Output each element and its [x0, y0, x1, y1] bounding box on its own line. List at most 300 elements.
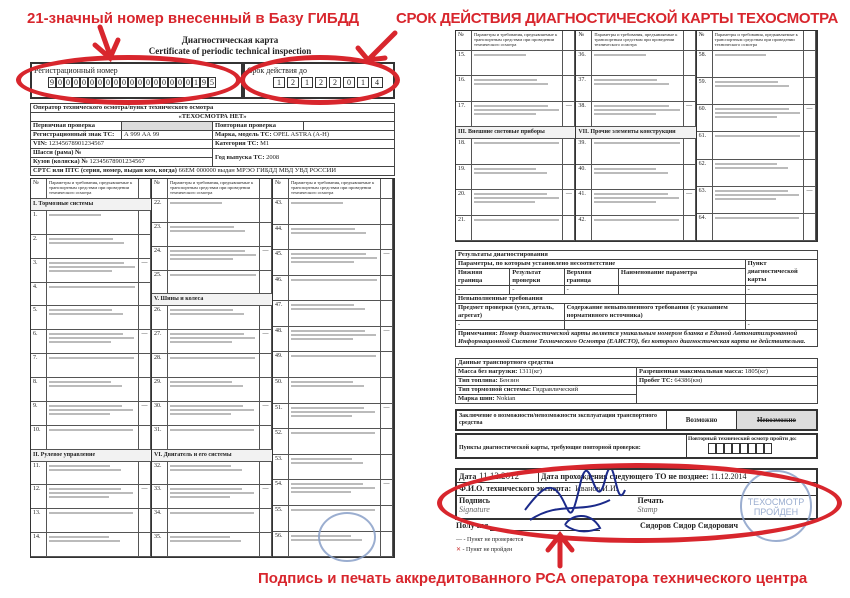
row-number: 36.	[576, 51, 592, 75]
row-number: 3.	[31, 259, 47, 282]
table-row	[273, 301, 393, 327]
stamp-icon: ТЕХОСМОТР ПРОЙДЕН	[740, 470, 812, 542]
digit-box: 0	[66, 78, 70, 87]
table-row	[152, 223, 272, 247]
table-row	[152, 402, 272, 426]
row-number: 15.	[456, 51, 472, 75]
row-mark	[804, 51, 816, 77]
tire-label: Марка шин:	[458, 395, 495, 402]
row-number: 39.	[576, 139, 592, 163]
col-no-header: №	[152, 179, 168, 198]
conclusion-impossible: Невозможно	[736, 411, 816, 429]
table-row	[697, 132, 816, 159]
table-column	[152, 179, 273, 557]
col-no-header: №	[697, 31, 713, 50]
row-mark: —	[381, 480, 393, 505]
row-number: 64.	[697, 214, 713, 240]
table-column	[697, 31, 817, 241]
table-row	[576, 76, 695, 101]
brake-type-value: Гидравлический	[532, 386, 579, 393]
digit-box: 0	[122, 78, 126, 87]
table-row	[152, 462, 272, 486]
row-number: 62.	[697, 160, 713, 186]
table-row	[31, 306, 151, 330]
digit-box: 2	[329, 77, 341, 88]
fuel-label: Тип топлива:	[458, 377, 498, 384]
digit-box: 0	[162, 78, 166, 87]
table-row	[273, 429, 393, 455]
mileage-value: 64386(км)	[674, 377, 703, 384]
row-number: 21.	[456, 216, 472, 240]
row-mark	[260, 426, 272, 449]
pts-value: 66ЕМ 000000 выдан МРЭО ГИБДД МВД УВД РОССИИ	[178, 167, 337, 174]
digit-box: 0	[170, 78, 174, 87]
table-column	[31, 179, 152, 557]
table-row	[31, 485, 151, 509]
digit-box: 0	[138, 78, 142, 87]
row-mark: —	[684, 190, 696, 214]
tire-value: Nokian	[496, 395, 516, 402]
row-number: 58.	[697, 51, 713, 77]
row-mark	[563, 139, 575, 163]
year-value: 2008	[266, 153, 280, 161]
section-heading: VI. Двигатель и его системы	[152, 450, 272, 462]
pts-label: СРТС или ПТС (серия, номер, выдан кем, когда)	[33, 167, 177, 174]
body-value: 12345678901234567	[89, 158, 145, 165]
row-number: 27.	[152, 330, 168, 353]
row-mark	[684, 216, 696, 240]
table-row	[273, 199, 393, 225]
row-number: 8.	[31, 378, 47, 401]
row-mark	[804, 160, 816, 186]
table-row	[31, 259, 151, 283]
table-row	[152, 378, 272, 402]
row-number: 4.	[31, 283, 47, 306]
table-row	[152, 247, 272, 271]
row-number: 14.	[31, 533, 47, 556]
row-number: 34.	[152, 509, 168, 532]
col-desc-header: Параметры и требования, предъявляемые к транспортным средствам при проведении технического осмотра	[713, 31, 804, 50]
row-mark: —	[684, 102, 696, 126]
legend-failed: - Пункт не пройден	[462, 547, 513, 553]
highlight-signature	[437, 463, 842, 543]
row-mark	[260, 271, 272, 294]
table-row	[152, 354, 272, 378]
results-result: Результат проверки	[510, 269, 564, 286]
row-number: 33.	[152, 485, 168, 508]
row-number: 1.	[31, 211, 47, 234]
row-number: 40.	[576, 165, 592, 189]
vin-label: VIN:	[33, 140, 48, 147]
row-mark	[381, 199, 393, 224]
table-row	[697, 187, 816, 214]
results-params: Параметры, по которым установлено несоответствие	[456, 260, 746, 269]
section-heading: I. Тормозные системы	[31, 199, 151, 211]
col-desc-header: Параметры и требования, предъявляемые к транспортным средствам при проведении технического осмотра	[472, 31, 563, 50]
table-row	[31, 354, 151, 378]
mass-value: 1311(кг)	[519, 368, 542, 375]
expert-label: Ф.И.О. технического эксперта:	[459, 484, 572, 493]
col-no-header: №	[273, 179, 289, 198]
row-mark	[381, 455, 393, 480]
table-row	[576, 102, 695, 127]
table-row	[697, 78, 816, 105]
highlight-reg-number	[16, 55, 241, 105]
row-mark	[684, 139, 696, 163]
table-row	[273, 480, 393, 506]
row-mark	[139, 211, 151, 234]
table-row	[576, 139, 695, 164]
table-row	[31, 462, 151, 486]
row-mark: —	[260, 247, 272, 270]
row-number: 9.	[31, 402, 47, 425]
vehicle-data-section	[455, 358, 818, 404]
row-mark: —	[563, 190, 575, 214]
annotation-reg-number: 21-значный номер внесенный в Базу ГИБДД	[27, 10, 360, 27]
doc-title: Диагностическая карта	[181, 35, 279, 45]
table-row	[273, 250, 393, 276]
table-row	[697, 51, 816, 78]
table-row	[31, 283, 151, 307]
max-mass-value: 1805(кг)	[744, 368, 769, 375]
row-number: 46.	[273, 276, 289, 301]
unmet-subject: Предмет проверки (узел, деталь, агрегат)	[456, 304, 565, 321]
digit-box: 1	[273, 77, 285, 88]
section-heading: II. Рулевое управление	[31, 450, 151, 462]
row-mark	[139, 426, 151, 449]
col-no-header: №	[456, 31, 472, 50]
table-row	[697, 160, 816, 187]
digit-box: 0	[146, 78, 150, 87]
plate-label: Регистрационный знак ТС:	[31, 131, 122, 140]
row-mark: —	[260, 402, 272, 425]
row-number: 10.	[31, 426, 47, 449]
body-label: Кузов (коляска) №	[33, 158, 88, 165]
table-row	[273, 225, 393, 251]
recheck-until-label: Повторный технический осмотр пройти до:	[688, 436, 797, 442]
row-mark	[260, 306, 272, 329]
table-row	[152, 426, 272, 450]
row-mark: —	[139, 259, 151, 282]
row-mark	[684, 165, 696, 189]
row-mark	[563, 51, 575, 75]
operator-name: «ТЕХОСМОТРА НЕТ»	[31, 113, 395, 122]
chassis-label: Шасси (рама) №	[31, 149, 213, 158]
digit-box: 1	[194, 78, 198, 87]
row-mark	[260, 199, 272, 222]
highlight-validity	[240, 55, 400, 105]
table-row	[31, 330, 151, 354]
row-number: 2.	[31, 235, 47, 258]
results-section: Результаты диагностирования Параметры, по которым установлено несоответствие Пункт диагностической карты Нижняя граница Результат проверки Верхняя граница Наименование параметра - - - - Невыполненные требования Предмет проверки (узел, деталь, агрегат) Содержание невыполненного требования (с указанием нормативного источника) - - Примечания: Номер диагностической карты является уникальным номером бланка в Единой Автоматизированной Информационной Системе Технического Осмотра (ЕАИСТО), без которого диагностическая карта не действительна.	[455, 250, 818, 347]
row-mark: —	[804, 105, 816, 131]
row-number: 17.	[456, 102, 472, 126]
row-mark: —	[260, 330, 272, 353]
row-number: 50.	[273, 378, 289, 403]
signature-label-en: Signature	[459, 505, 490, 514]
primary-check: Первичная проверка	[31, 122, 122, 131]
row-number: 45.	[273, 250, 289, 275]
row-number: 49.	[273, 352, 289, 377]
table-row	[576, 165, 695, 190]
row-mark	[563, 76, 575, 100]
row-number: 63.	[697, 187, 713, 213]
cross-icon: ✕	[456, 547, 462, 553]
row-number: 43.	[273, 199, 289, 224]
digit-box: 9	[50, 78, 54, 87]
results-title: Результаты диагностирования	[456, 251, 818, 260]
table-column	[273, 179, 394, 557]
row-number: 47.	[273, 301, 289, 326]
table-row	[456, 165, 575, 190]
row-number: 32.	[152, 462, 168, 485]
row-mark	[139, 462, 151, 485]
row-number: 26.	[152, 306, 168, 329]
row-mark	[381, 506, 393, 531]
row-number: 42.	[576, 216, 592, 240]
digit-box: 0	[114, 78, 118, 87]
stamp-icon-left	[318, 512, 376, 562]
section-heading: III. Внешние световые приборы	[456, 127, 575, 139]
col-desc-header: Параметры и требования, предъявляемые к транспортным средствам при проведении технического осмотра	[168, 179, 260, 198]
table-row	[31, 402, 151, 426]
table-row	[273, 276, 393, 302]
row-mark	[139, 354, 151, 377]
row-number: 5.	[31, 306, 47, 329]
digit-box: 2	[287, 77, 299, 88]
repeat-check: Повторная проверка	[213, 122, 304, 131]
row-number: 41.	[576, 190, 592, 214]
row-number: 29.	[152, 378, 168, 401]
category-value: M1	[260, 140, 270, 147]
row-mark: —	[563, 102, 575, 126]
row-mark	[684, 51, 696, 75]
table-row	[152, 199, 272, 223]
row-mark: —	[804, 187, 816, 213]
row-mark: —	[260, 485, 272, 508]
mileage-label: Пробег ТС:	[639, 377, 673, 384]
row-mark	[563, 216, 575, 240]
table-row	[152, 330, 272, 354]
row-number: 56.	[273, 532, 289, 557]
row-mark	[381, 301, 393, 326]
digit-box: 5	[210, 78, 214, 87]
table-column	[456, 31, 576, 241]
results-point: Пункт диагностической карты	[745, 260, 817, 286]
row-mark: —	[139, 402, 151, 425]
unmet-content: Содержание невыполненного требования (с указанием нормативного источника)	[564, 304, 745, 321]
conclusion-possible: Возможно	[666, 411, 736, 429]
row-mark	[381, 225, 393, 250]
row-mark: —	[381, 250, 393, 275]
row-number: 23.	[152, 223, 168, 246]
row-mark	[381, 276, 393, 301]
dash-icon: —	[456, 537, 462, 543]
row-number: 44.	[273, 225, 289, 250]
table-row	[273, 327, 393, 353]
vehicle-data-title: Данные транспортного средства	[456, 359, 818, 368]
digit-box: 0	[58, 78, 62, 87]
col-desc-header: Параметры и требования, предъявляемые к транспортным средствам при проведении технического осмотра	[47, 179, 139, 198]
legend-not-checked: - Пункт не проверяется	[463, 537, 524, 543]
row-mark	[260, 223, 272, 246]
unmet-title: Невыполненные требования	[456, 295, 746, 304]
row-number: 28.	[152, 354, 168, 377]
row-number: 7.	[31, 354, 47, 377]
col-desc-header: Параметры и требования, предъявляемые к транспортным средствам при проведении технического осмотра	[289, 179, 381, 198]
digit-box: 0	[90, 78, 94, 87]
table-row	[697, 105, 816, 132]
row-number: 35.	[152, 533, 168, 556]
row-mark	[381, 352, 393, 377]
row-number: 25.	[152, 271, 168, 294]
digit-box: 0	[82, 78, 86, 87]
table-row	[576, 51, 695, 76]
results-lower: Нижняя граница	[456, 269, 510, 286]
row-mark: —	[139, 485, 151, 508]
vehicle-info	[30, 103, 395, 176]
plate-value: А 999 АА 99	[122, 131, 213, 140]
row-mark	[260, 378, 272, 401]
row-mark	[260, 462, 272, 485]
row-number: 60.	[697, 105, 713, 131]
row-number: 53.	[273, 455, 289, 480]
table-row	[456, 51, 575, 76]
row-number: 6.	[31, 330, 47, 353]
vin-value: 12345678901234567	[48, 140, 104, 147]
digit-box: 4	[371, 77, 383, 88]
row-mark	[563, 165, 575, 189]
row-mark	[804, 78, 816, 104]
table-row	[273, 352, 393, 378]
row-number: 20.	[456, 190, 472, 214]
row-number: 22.	[152, 199, 168, 222]
row-mark	[804, 214, 816, 240]
digit-box: 0	[98, 78, 102, 87]
next-to-label: Дата прохождения следующего ТО не позднее:	[541, 472, 709, 481]
row-number: 61.	[697, 132, 713, 158]
row-number: 24.	[152, 247, 168, 270]
row-number: 16.	[456, 76, 472, 100]
date-label: Дата	[459, 472, 477, 481]
row-number: 54.	[273, 480, 289, 505]
doc-subtitle: Certificate of periodic technical inspection	[148, 46, 312, 56]
row-number: 51.	[273, 404, 289, 429]
results-name: Наименование параметра	[618, 269, 745, 286]
conclusion-section	[455, 409, 818, 431]
row-number: 55.	[273, 506, 289, 531]
table-row	[152, 509, 272, 533]
row-number: 19.	[456, 165, 472, 189]
row-number: 31.	[152, 426, 168, 449]
row-mark	[381, 378, 393, 403]
row-mark	[381, 429, 393, 454]
mass-label: Масса без нагрузки:	[458, 368, 518, 375]
table-row	[456, 102, 575, 127]
row-mark: —	[381, 404, 393, 429]
annotation-validity: СРОК ДЕЙСТВИЯ ДИАГНОСТИЧЕСКОЙ КАРТЫ ТЕХОСМОТРА	[396, 10, 839, 27]
validity-label: Срок действия до	[247, 66, 307, 75]
row-mark	[260, 533, 272, 556]
date-value: 11.12.2012	[479, 470, 539, 482]
table-row	[576, 216, 695, 241]
table-row	[31, 509, 151, 533]
model-value: OPEL ASTRA (A-H)	[273, 131, 329, 138]
table-row	[456, 190, 575, 215]
section-heading: VII. Прочие элементы конструкции	[576, 127, 695, 139]
table-column	[576, 31, 696, 241]
requirements-table-right	[455, 30, 818, 242]
digit-box: 2	[315, 77, 327, 88]
results-upper: Верхняя граница	[564, 269, 618, 286]
col-desc-header: Параметры и требования, предъявляемые к транспортным средствам при проведении технического осмотра	[592, 31, 683, 50]
fuel-value: Бензин	[499, 377, 519, 384]
row-number: 30.	[152, 402, 168, 425]
recheck-label: Пункты диагностической карты, требующие повторной проверки:	[459, 445, 641, 451]
table-row	[31, 211, 151, 235]
row-mark	[139, 378, 151, 401]
stamp-label-en: Stamp	[637, 505, 658, 514]
digit-box: 1	[357, 77, 369, 88]
row-mark	[260, 509, 272, 532]
row-mark	[684, 76, 696, 100]
table-row	[273, 378, 393, 404]
table-row	[456, 216, 575, 241]
table-row	[152, 533, 272, 557]
annotation-signature: Подпись и печать аккредитованного РСА оператора технического центра	[258, 570, 808, 587]
digit-box: 0	[343, 77, 355, 88]
row-number: 13.	[31, 509, 47, 532]
row-number: 37.	[576, 76, 592, 100]
note-label: Примечания:	[458, 330, 498, 337]
note-text: Номер диагностической карты является уникальным номером бланка в Единой Автоматизированной Информационной Системе Технического Осмотра (ЕАИСТО), без которого диагностическая карта не действительна.	[458, 330, 806, 345]
recheck-section	[455, 433, 818, 459]
digit-box: 0	[186, 78, 190, 87]
received-name: Сидоров Сидор Сидорович	[640, 521, 739, 530]
year-label: Год выпуска ТС:	[215, 153, 265, 161]
row-number: 48.	[273, 327, 289, 352]
recheck-date-boxes	[708, 443, 815, 454]
signature-label: Подпись	[459, 496, 491, 505]
section-heading: V. Шины и колеса	[152, 294, 272, 306]
table-row	[31, 426, 151, 450]
digit-box: 1	[301, 77, 313, 88]
table-row	[31, 533, 151, 557]
table-row	[152, 485, 272, 509]
row-mark	[139, 235, 151, 258]
requirements-table-left	[30, 178, 395, 558]
table-row	[31, 378, 151, 402]
row-number: 59.	[697, 78, 713, 104]
stamp-label: Печать	[637, 496, 664, 505]
row-mark	[804, 132, 816, 158]
row-number: 38.	[576, 102, 592, 126]
digit-box: 9	[202, 78, 206, 87]
row-mark: —	[139, 330, 151, 353]
brake-type-label: Тип тормозной системы:	[458, 386, 531, 393]
table-row	[697, 214, 816, 241]
digit-box: 0	[106, 78, 110, 87]
table-row	[273, 404, 393, 430]
row-mark	[139, 509, 151, 532]
table-row	[576, 190, 695, 215]
reg-number-label: Регистрационный номер	[34, 66, 118, 75]
row-number: 12.	[31, 485, 47, 508]
category-label: Категория ТС:	[215, 140, 259, 147]
table-row	[456, 139, 575, 164]
row-mark	[139, 283, 151, 306]
table-row	[31, 235, 151, 259]
